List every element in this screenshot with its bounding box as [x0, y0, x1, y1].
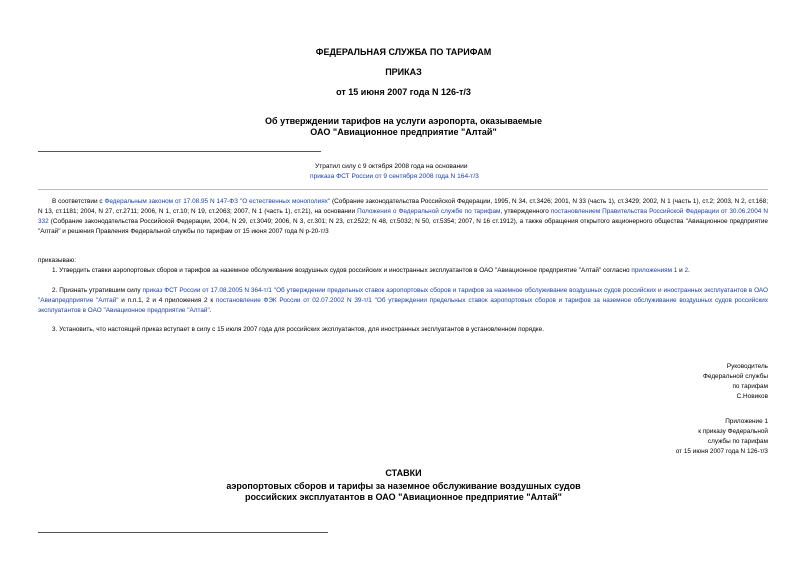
link-appendix-1[interactable]: приложениям 1	[631, 267, 678, 274]
preamble-text-3: , утвержденного	[500, 208, 551, 215]
item-3: 3. Установить, что настоящий приказ вступает в силу с 15 июля 2007 года для российских эксплуатантов, для иностранных эксплуатантов в установленном порядке.	[52, 326, 545, 333]
link-government-decree[interactable]: постановлением Правительства Российской Федерации от 30.06.2004 N 332	[38, 208, 769, 225]
preamble-text-2: (Собрание законодательства Российской Федерации, 1995, N 34, ст.3426; 2001, N 33 (часть 1), ст.3429; 2002, N 1 (часть 1), ст.2; 2003, N 2, ст.168; N 13, ст.1181; 2004, N 27, ст.2711; 2006, N 1, ст.10; N 19, ст.2063; 2007, N 1 (часть 1), ст.21), на основании	[38, 198, 768, 215]
signature-block	[560, 362, 768, 402]
item-2	[38, 286, 768, 316]
link-order-364[interactable]: приказ ФСТ России от 17.08.2005 N 364-т/1 "Об утверждении предельных ставок аэропортовых сборов и тарифов за наземное обслуживание воздушных судов российских и иностранных эксплуатантов в ОАО "Авиапредприятие "Алтай"	[38, 287, 768, 304]
item-2-end: .	[209, 307, 212, 314]
item-1-and: и	[677, 267, 685, 274]
status-link[interactable]: приказа ФСТ России от 9 сентября 2008 года N 164-т/3	[310, 173, 479, 180]
item-2-text: 2. Признать утратившим силу	[52, 287, 143, 294]
item-2-mid: и п.п.1, 2 и 4 приложения 2 к	[118, 297, 216, 304]
signature-line-3: по тарифам	[732, 383, 768, 390]
link-fek-decree[interactable]: постановление ФЭК России от 02.07.2002 N 39-т/1 "Об утверждении предельных ставок аэропортовых сборов и тарифов за наземное обслуживание воздушных судов российских эксплуатантов в ОАО "Авиационное предприятие "Алтай"	[38, 297, 769, 314]
appendix-ref-line-3: службы по тарифам	[707, 438, 768, 445]
divider-bottom	[38, 532, 328, 533]
appendix-subtitle-1: аэропортовых сборов и тарифы за наземное обслуживание воздушных судов	[226, 481, 581, 491]
item-1-end: .	[688, 267, 690, 274]
link-fst-regulation[interactable]: Положения о Федеральной службе по тарифам	[357, 208, 501, 215]
appendix-ref-line-4: от 15 июня 2007 года N 126-т/3	[675, 448, 768, 455]
signature-line-1: Руководитель	[726, 363, 768, 370]
appendix-reference	[560, 417, 768, 457]
doc-subject-line1: Об утверждении тарифов на услуги аэропорта, оказываемые	[265, 116, 542, 126]
doc-type: ПРИКАЗ	[385, 67, 422, 77]
link-appendix-2[interactable]: 2	[684, 267, 689, 274]
divider-top	[38, 151, 321, 152]
divider-status	[38, 189, 768, 190]
preamble-paragraph	[38, 197, 768, 237]
agency-title: ФЕДЕРАЛЬНАЯ СЛУЖБА ПО ТАРИФАМ	[315, 47, 492, 57]
doc-date-number: от 15 июня 2007 года N 126-т/3	[336, 87, 471, 97]
appendix-subtitle-2: российских эксплуатантов в ОАО "Авиационное предприятие "Алтай"	[245, 492, 562, 502]
appendix-ref-line-2: к приказу Федеральной	[698, 428, 768, 435]
preamble-text-1: В соответствии с	[52, 198, 105, 205]
link-federal-law[interactable]: Федеральным законом от 17.08.95 N 147-ФЗ "О естественных монополиях"	[104, 198, 331, 205]
preamble-text-4: (Собрание законодательства Российской Федерации, 2004, N 29, ст.3049; 2006, N 3, ст.301; N 23, ст.2522; N 48, ст.5032; N 50, ст.5354; 2007, N 16 ст.1912), а также обращения открытого акционерного общества "Авиационное предприятие "Алтай" и решения Правления Федеральной службы по тарифам от 15 июня 2007 года N р-20-т/3	[38, 218, 768, 235]
signature-line-4: С.Новиков	[736, 393, 768, 400]
item-1	[52, 266, 768, 276]
appendix-ref-line-1: Приложение 1	[725, 418, 768, 425]
doc-subject-line2: ОАО "Авиационное предприятие "Алтай"	[310, 127, 497, 137]
appendix-title: СТАВКИ	[385, 468, 422, 478]
signature-line-2: Федеральной службы	[703, 373, 768, 380]
item-1-text: 1. Утвердить ставки аэропортовых сборов и тарифов за наземное обслуживание воздушных судов российских и иностранных эксплуатантов в ОАО "Авиационное предприятие "Алтай" согласно	[52, 267, 632, 274]
order-word: приказываю:	[38, 257, 76, 264]
status-note: Утратил силу с 9 октября 2008 года на основании	[315, 163, 468, 170]
